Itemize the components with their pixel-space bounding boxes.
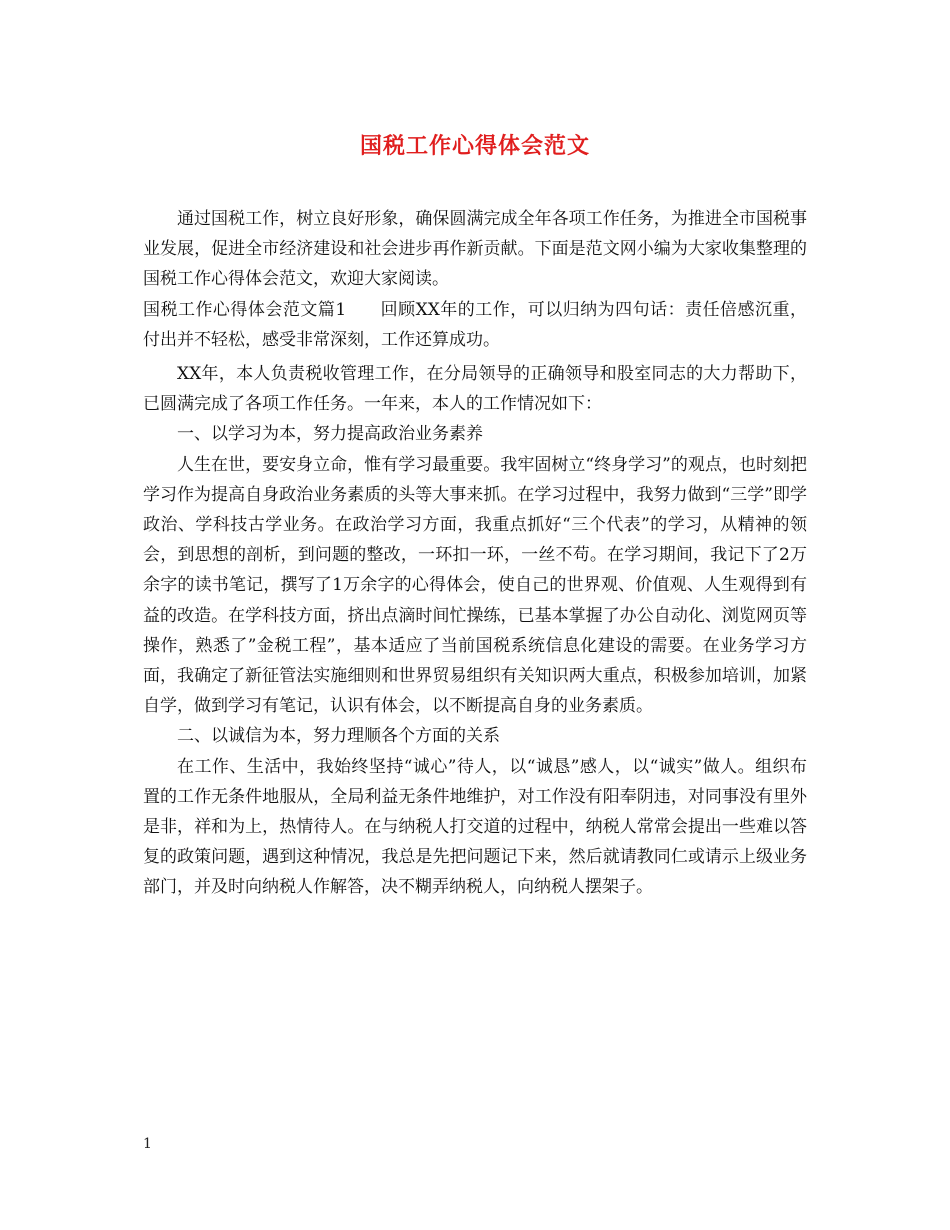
intro-paragraph: 通过国税工作，树立良好形象，确保圆满完成全年各项工作任务，为推进全市国税事业发展，促进全市经济建设和社会进步再作新贡献。下面是范文网小编为大家收集整理的国税工作心得体会范文，欢迎大家阅读。 (143, 209, 807, 290)
document-title: 国税工作心得体会范文 (359, 133, 590, 159)
integrity-paragraph: 在工作、生活中，我始终坚持“诚心”待人，以“诚恳”感人，以“诚实”做人。组织布置的工作无条件地服从，全局利益无条件地维护，对工作没有阳奉阴违，对同事没有里外是非，祥和为上，热情待人。在与纳税人打交道的过程中，纳税人常常会提出一些难以答复的政策问题，遇到这种情况，我总是先把问题记下来，然后就请教同仁或请示上级业务部门，并及时向纳税人作解答，决不糊弄纳税人，向纳税人摆架子。 (143, 756, 807, 898)
document-body (143, 204, 807, 903)
section-heading: 国税工作心得体会范文篇1 (143, 299, 347, 320)
work-summary-paragraph: XX年，本人负责税收管理工作，在分局领导的正确领导和股室同志的大力帮助下，已圆满完成了各项工作任务。一年来，本人的工作情况如下： (143, 364, 807, 415)
section-text: 回顾XX年的工作，可以归纳为四句话：责任倍感沉重，付出并不轻松，感受非常深刻，工作还算成功。 (143, 299, 807, 350)
heading-study: 一、以学习为本，努力提高政治业务素养 (177, 424, 483, 445)
page-number: 1 (143, 1136, 152, 1152)
heading-integrity: 二、以诚信为本，努力理顺各个方面的关系 (177, 726, 500, 747)
study-paragraph: 人生在世，要安身立命，惟有学习最重要。我牢固树立“终身学习”的观点，也时刻把学习作为提高自身政治业务素质的头等大事来抓。在学习过程中，我努力做到“三学”即学政治、学科技古学业务。在政治学习方面，我重点抓好“三个代表”的学习，从精神的领会，到思想的剖析，到问题的整改，一环扣一环，一丝不苟。在学习期间，我记下了2万余字的读书笔记，撰写了1万余字的心得体会，使自己的世界观、价值观、人生观得到有益的改造。在学科技方面，挤出点滴时间忙操练，已基本掌握了办公自动化、浏览网页等操作，熟悉了”金税工程”，基本适应了当前国税系统信息化建设的需要。在业务学习方面，我确定了新征管法实施细则和世界贸易组织有关知识两大重点，积极参加培训，加紧自学，做到学习有笔记，认识有体会，以不断提高自身的业务素质。 (143, 454, 807, 717)
section-paragraph (143, 295, 807, 355)
